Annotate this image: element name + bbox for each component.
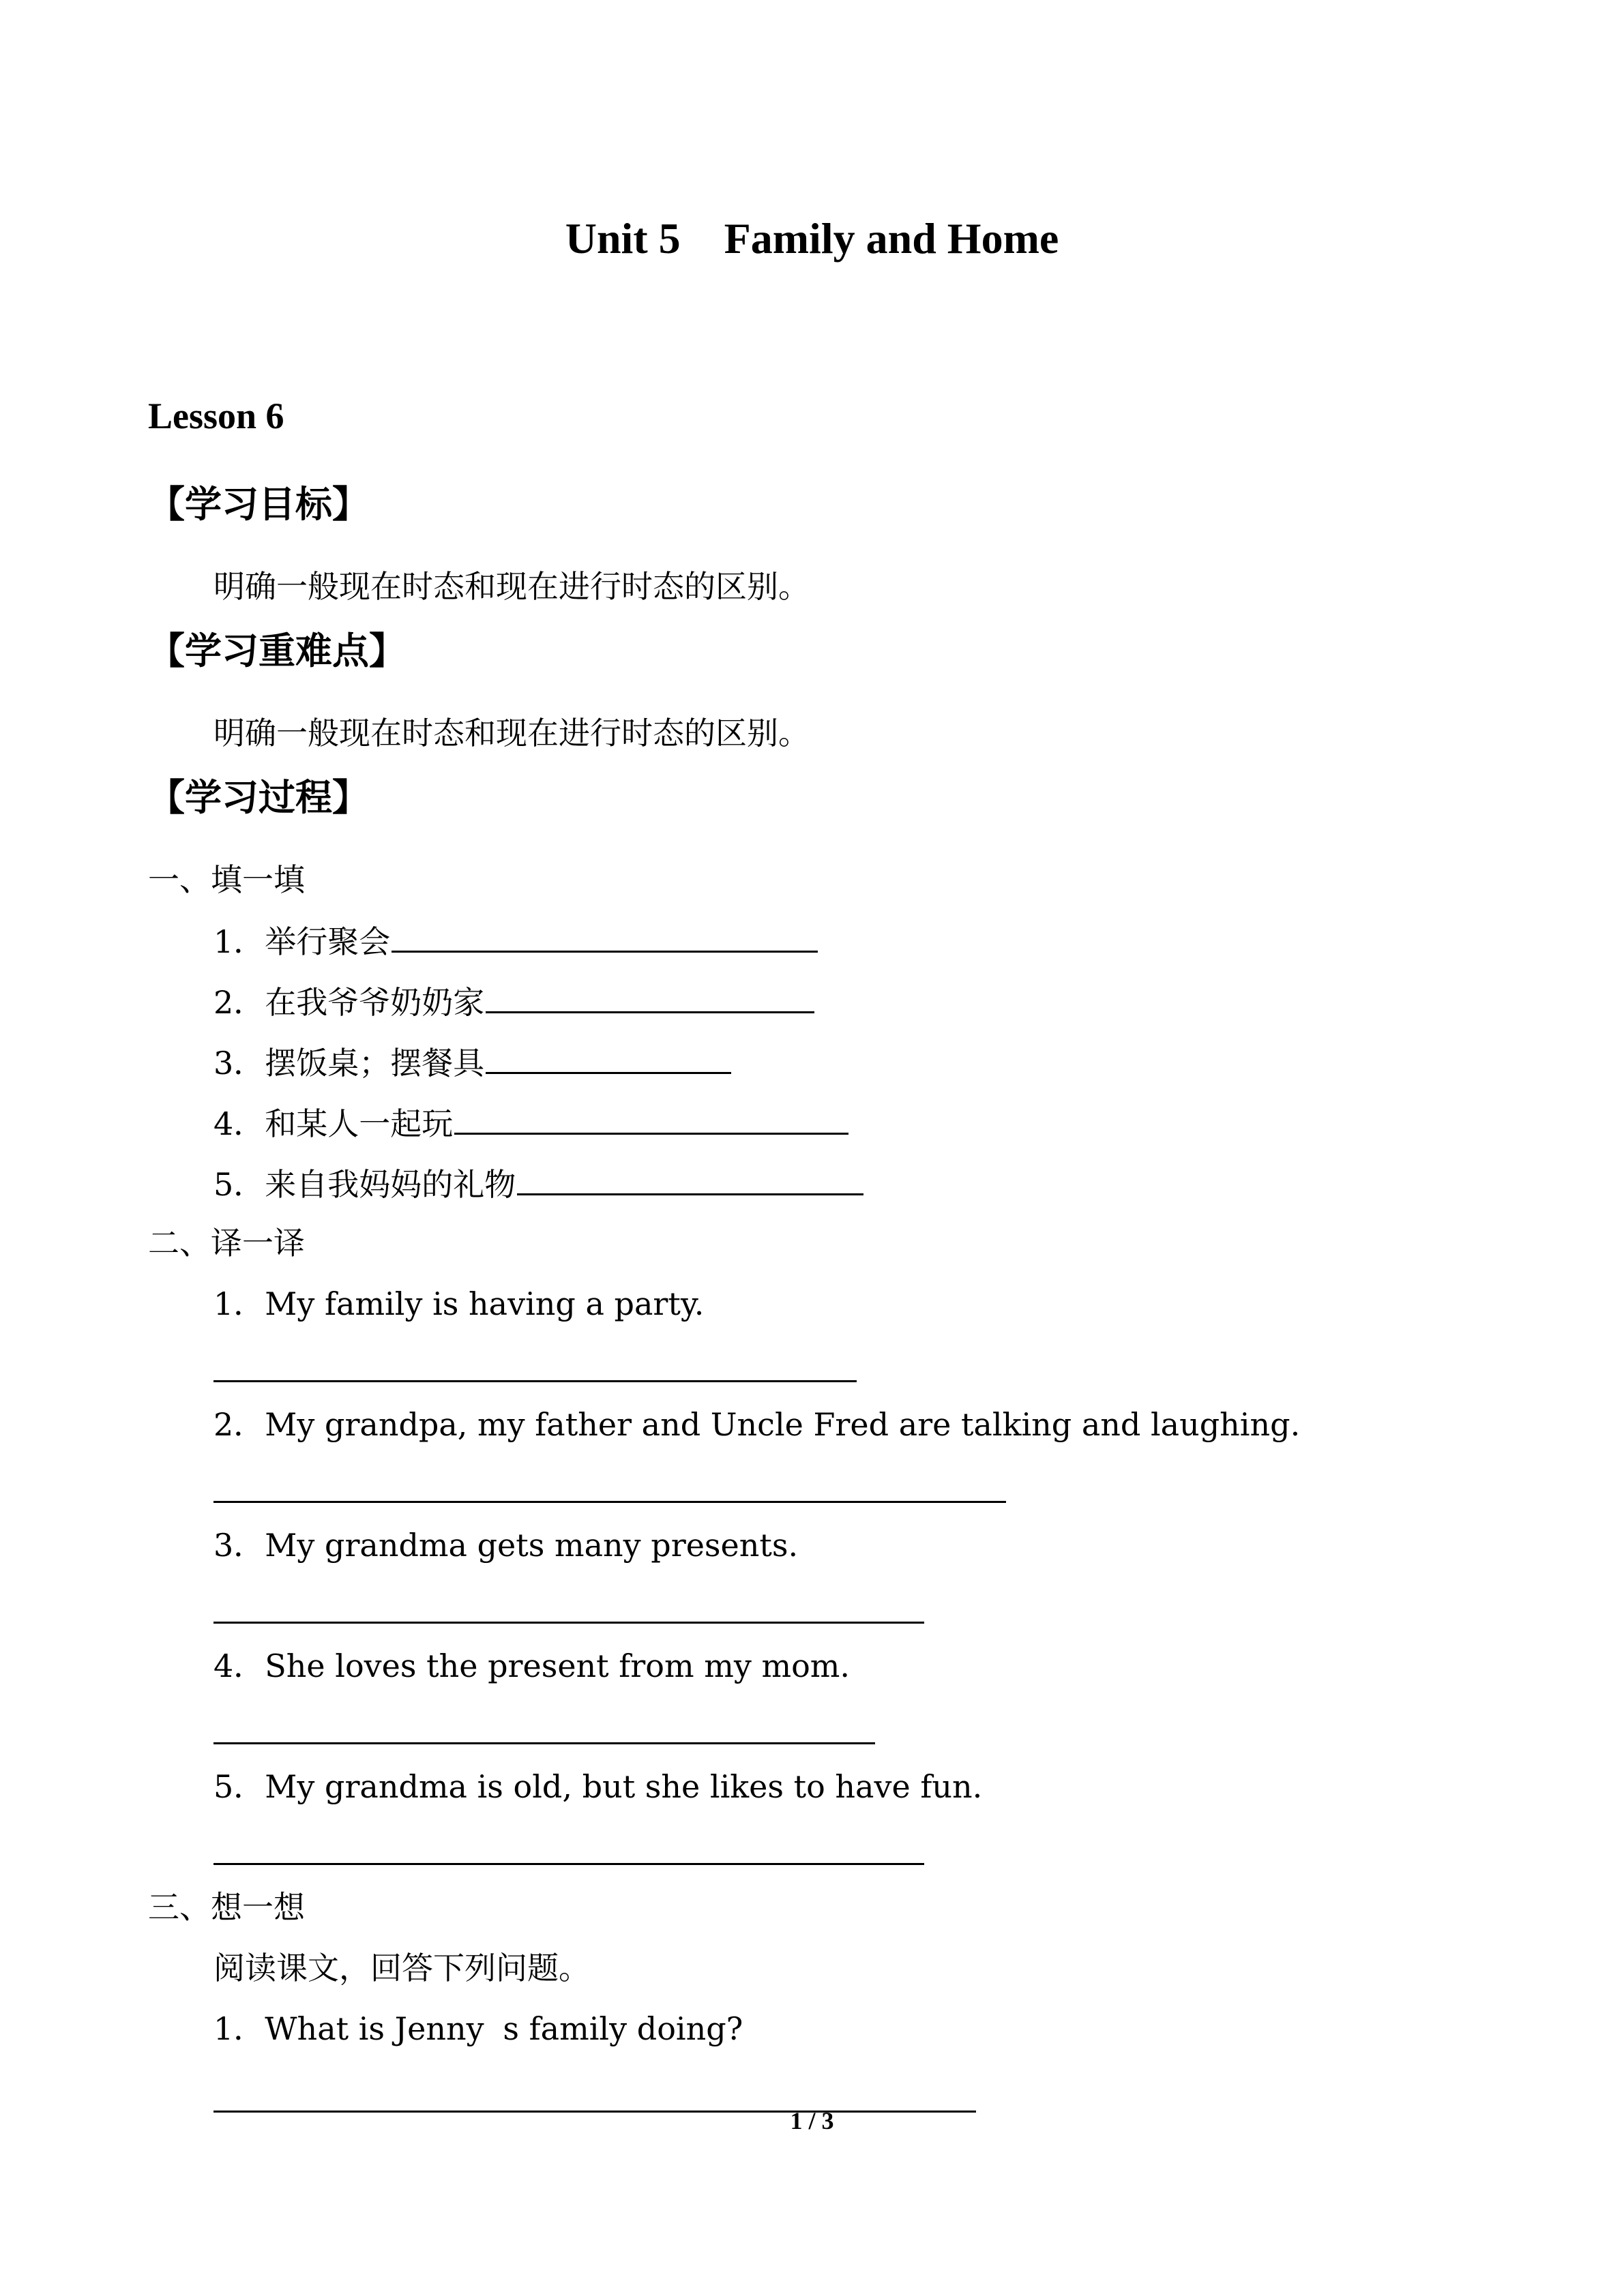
answer-blank[interactable]: [392, 912, 818, 953]
part1-item: [213, 1034, 731, 1090]
item-prompt: 和某人一起玩: [265, 1105, 454, 1142]
page-title: [0, 205, 1624, 273]
item-number: 3．: [213, 1045, 265, 1082]
part2-item: [213, 1397, 1300, 1452]
answer-line[interactable]: [213, 1742, 875, 1744]
item-sentence: She loves the present from my mom.: [265, 1648, 851, 1684]
unit-name: Family and Home: [724, 214, 1059, 263]
part3-title: 三、想一想: [148, 1889, 305, 1926]
item-number: 5．: [213, 1166, 265, 1203]
item-number: 5．: [213, 1768, 265, 1805]
answer-line[interactable]: [213, 1380, 857, 1382]
objectives-text: 明确一般现在时态和现在进行时态的区别。: [213, 568, 810, 605]
answer-line[interactable]: [213, 1622, 924, 1624]
item-prompt: 来自我妈妈的礼物: [265, 1166, 516, 1203]
answer-blank[interactable]: [454, 1094, 848, 1135]
item-number: 4．: [213, 1648, 265, 1684]
item-number: 3．: [213, 1527, 265, 1564]
unit-number: Unit 5: [565, 214, 681, 263]
objectives-heading: 【学习目标】: [148, 483, 369, 526]
part2-item: [213, 1759, 982, 1814]
page-number: 1 / 3: [790, 2107, 834, 2134]
item-number: 4．: [213, 1105, 265, 1142]
part1-item: [213, 1094, 848, 1151]
key-points-text: 明确一般现在时态和现在进行时态的区别。: [213, 715, 810, 751]
process-heading: 【学习过程】: [148, 776, 369, 819]
item-sentence: My family is having a party.: [265, 1285, 705, 1322]
answer-line[interactable]: [213, 1863, 924, 1865]
part3-instruction: 阅读课文，回答下列问题。: [213, 1950, 590, 1986]
answer-blank[interactable]: [517, 1155, 863, 1195]
answer-blank[interactable]: [486, 1034, 731, 1074]
item-prompt: 摆饭桌；摆餐具: [265, 1045, 485, 1082]
item-number: 2．: [213, 1406, 265, 1443]
item-prompt: 在我爷爷奶奶家: [265, 984, 485, 1021]
part2-item: [213, 1277, 704, 1331]
part2-item: [213, 1518, 798, 1572]
item-prompt: 举行聚会: [265, 923, 391, 960]
item-number: 1．: [213, 1285, 265, 1322]
part2-item: [213, 1639, 850, 1693]
part3-item: [213, 2001, 743, 2056]
part2-title: 二、译一译: [148, 1225, 305, 1262]
item-number: 1．: [213, 923, 265, 960]
item-sentence: My grandma is old, but she likes to have fun.: [265, 1768, 983, 1805]
item-sentence: My grandma gets many presents.: [265, 1527, 799, 1564]
lesson-label: Lesson 6: [148, 396, 284, 436]
answer-line[interactable]: [213, 1501, 1006, 1503]
item-number: 1．: [213, 2010, 265, 2047]
item-sentence: My grandpa, my father and Uncle Fred are talking and laughing.: [265, 1406, 1301, 1443]
part1-item: [213, 912, 818, 969]
part1-item: [213, 1155, 863, 1212]
part1-item: [213, 973, 814, 1030]
answer-blank[interactable]: [486, 973, 814, 1013]
item-question: What is Jennys family doing?: [265, 2010, 743, 2047]
key-points-heading: 【学习重难点】: [148, 629, 406, 672]
item-number: 2．: [213, 984, 265, 1021]
part1-title: 一、填一填: [148, 861, 305, 898]
